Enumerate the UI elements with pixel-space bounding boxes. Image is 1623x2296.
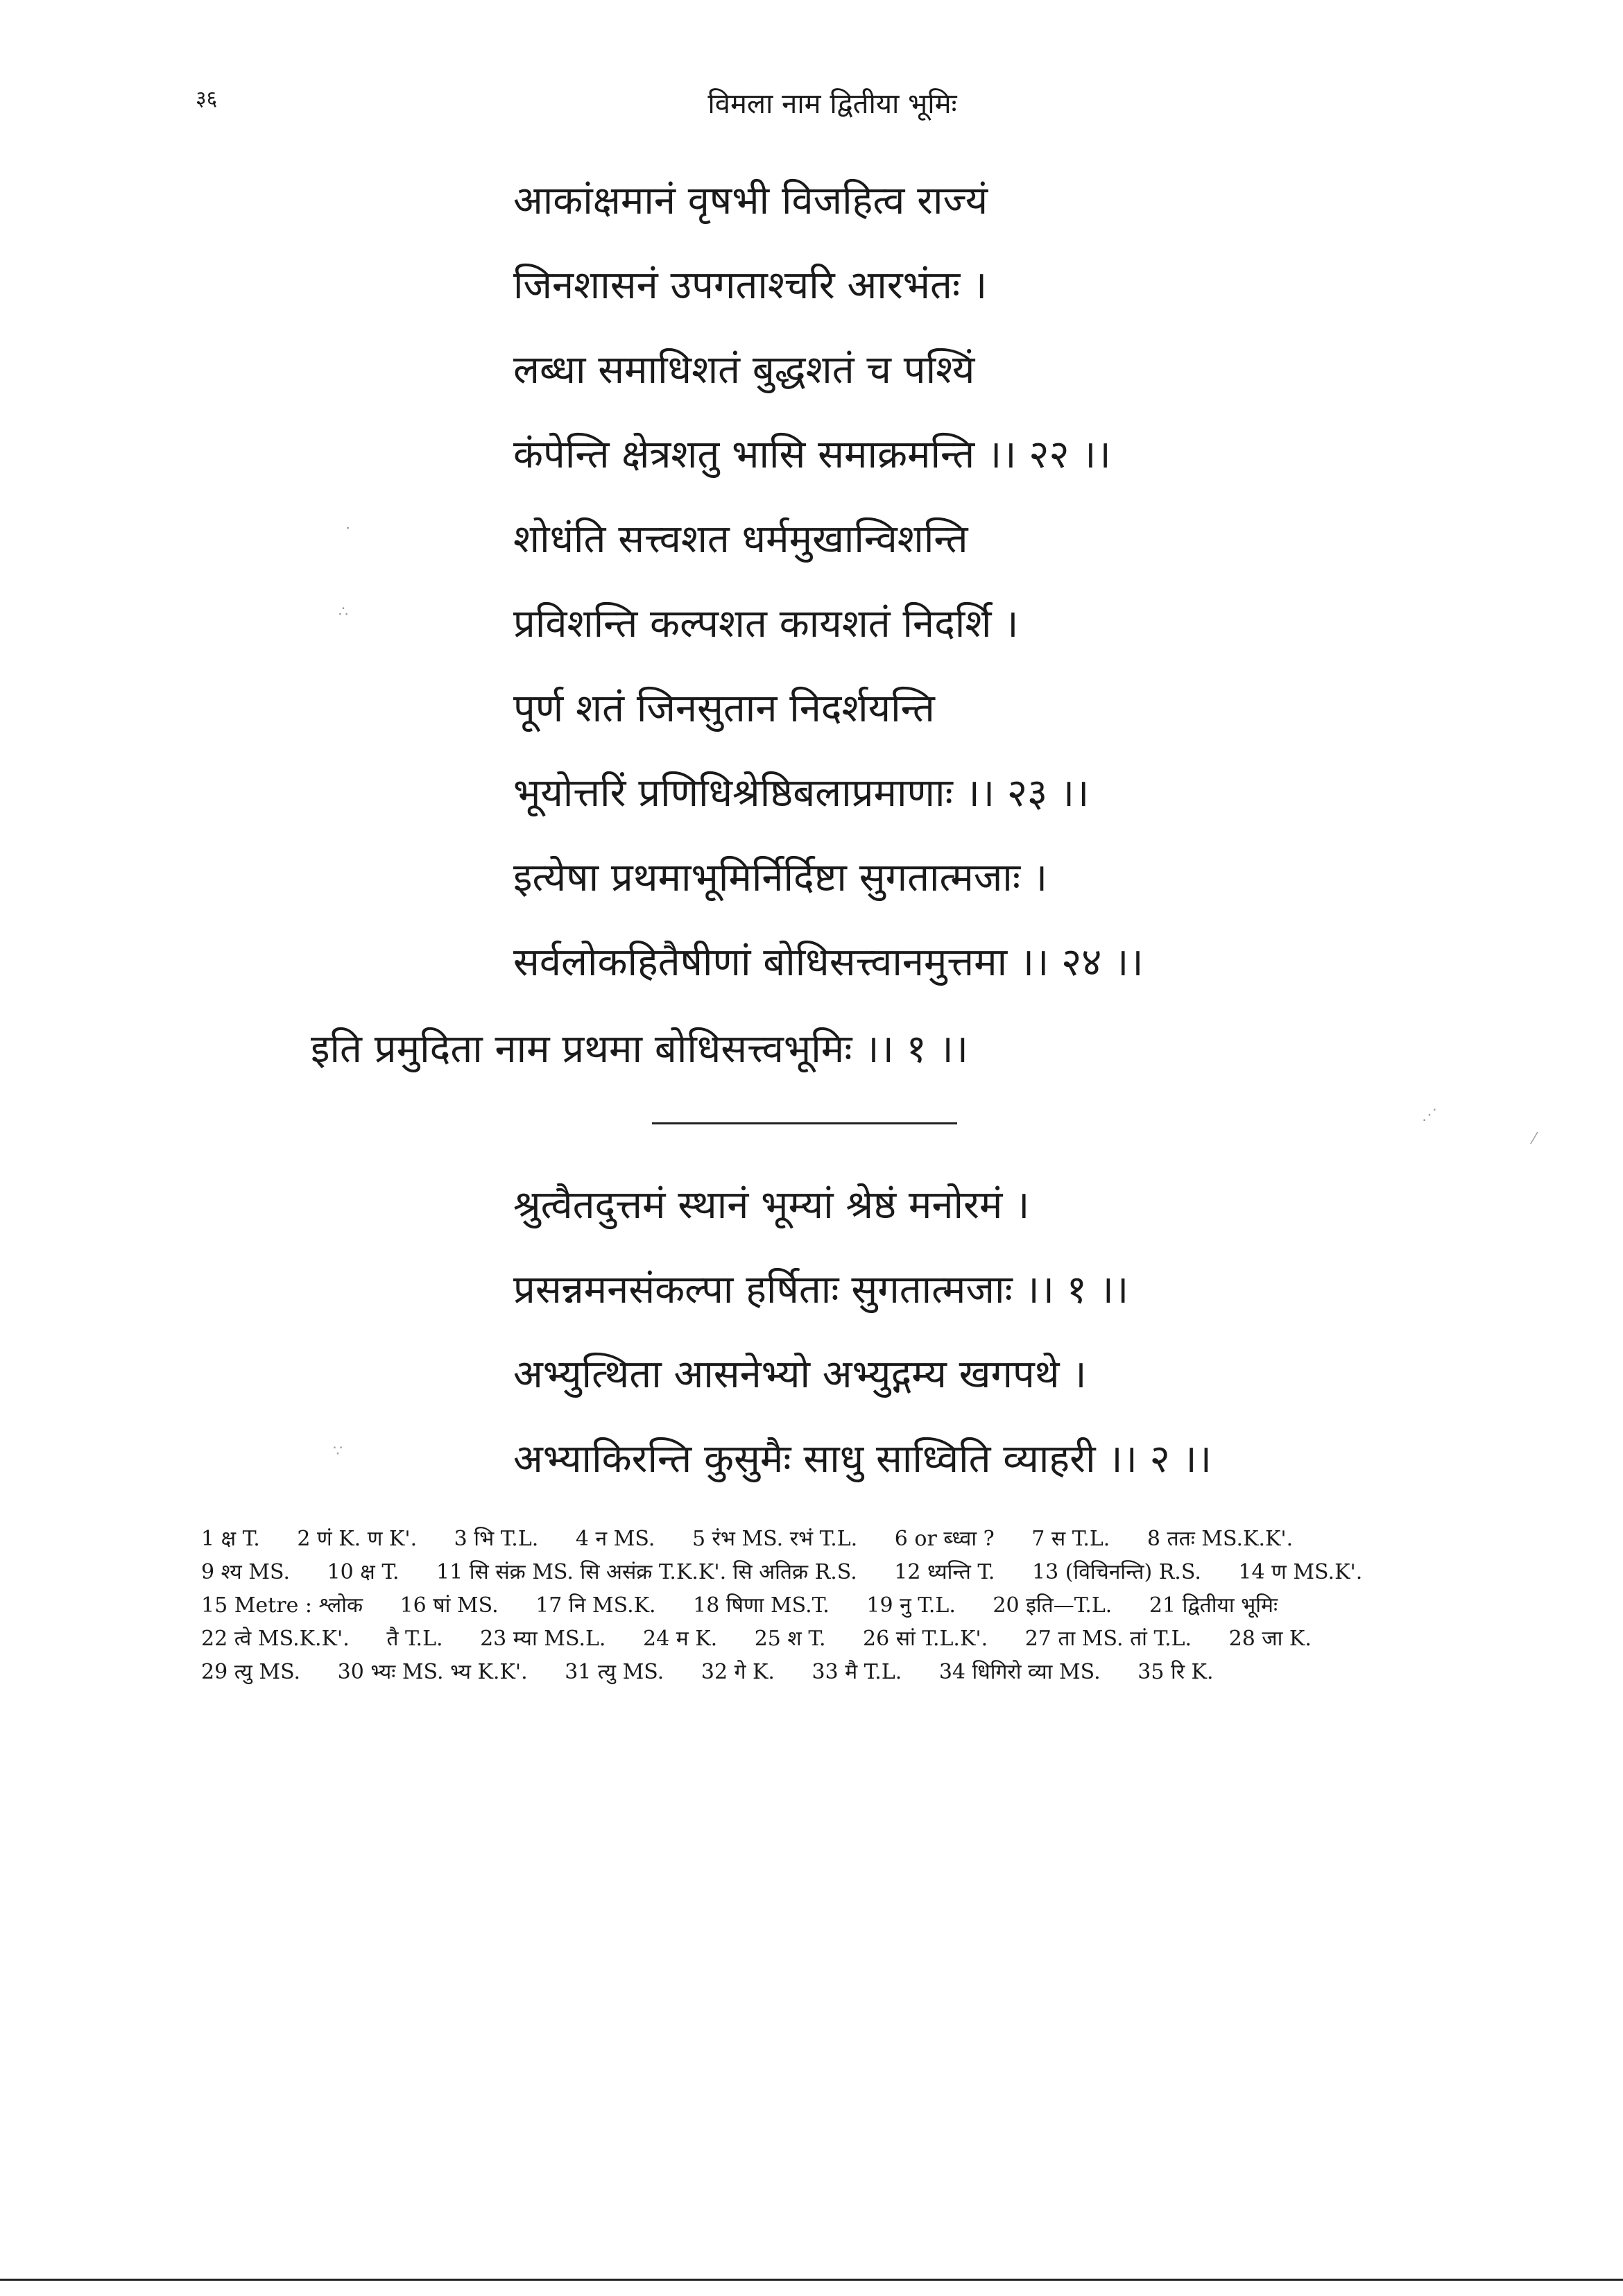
verse-line: सर्वलोकहितैषीणां बोधिसत्त्वानमुत्तमा ।। २४ ।। bbox=[513, 940, 1144, 985]
scan-speck: ⁄ bbox=[1533, 1131, 1536, 1148]
page-number: ३६ bbox=[196, 87, 218, 111]
footnotes bbox=[201, 1523, 1401, 1689]
verse-line: भूयोत्तरिं प्रणिधिश्रेष्ठिबलाप्रमाणाः ।। २३ ।। bbox=[513, 771, 1090, 816]
footnote: 19 नु T.L. bbox=[866, 1593, 956, 1618]
verse-line: कंपेन्ति क्षेत्रशतु भासि समाक्रमन्ति ।। २२ ।। bbox=[513, 432, 1111, 477]
scan-speck: ∴ bbox=[338, 603, 348, 621]
verse-block-2 bbox=[513, 1183, 1212, 1525]
footnote: 17 नि MS.K. bbox=[535, 1593, 656, 1618]
verse-line: शोधंति सत्त्वशत धर्ममुखान्विशन्ति bbox=[513, 517, 968, 562]
footnote: 28 जा K. bbox=[1228, 1627, 1312, 1651]
footnote: 15 Metre : श्लोक bbox=[201, 1593, 363, 1618]
verse-line: प्रविशन्ति कल्पशत कायशतं निदर्शि । bbox=[513, 601, 1019, 646]
scan-speck: ⋰ bbox=[1422, 1106, 1437, 1124]
footnote: 6 or ब्ध्वा ? bbox=[894, 1527, 995, 1551]
footnote: 23 म्या MS.L. bbox=[480, 1627, 606, 1651]
footnote: 10 क्ष T. bbox=[327, 1560, 400, 1584]
footnote: 8 ततः MS.K.K'. bbox=[1147, 1527, 1294, 1551]
verse-line: जिनशासनं उपगताश्चरि आरभंतः । bbox=[513, 263, 988, 308]
footnote: 25 श T. bbox=[754, 1627, 826, 1651]
footnote: 9 श्य MS. bbox=[201, 1560, 291, 1584]
footnote: 18 षिणा MS.T. bbox=[693, 1593, 830, 1618]
footnote: 31 त्यु MS. bbox=[565, 1660, 664, 1684]
verse-line: श्रुत्वैतदुत्तमं स्थानं भूम्यां श्रेष्ठं मनोरमं । bbox=[513, 1183, 1030, 1228]
footnote: 5 रंभ MS. रभं T.L. bbox=[692, 1527, 858, 1551]
footnote: तै T.L. bbox=[386, 1627, 443, 1651]
footnote: 29 त्यु MS. bbox=[201, 1660, 301, 1684]
verse-line: आकांक्षमानं वृषभी विजहित्व राज्यं bbox=[513, 178, 988, 223]
footnote: 4 न MS. bbox=[575, 1527, 655, 1551]
footnote: 20 इति—T.L. bbox=[993, 1593, 1113, 1618]
footnote: 32 गे K. bbox=[701, 1660, 775, 1684]
verse-line: लब्धा समाधिशतं बुद्धशतं च पश्यिं bbox=[513, 348, 975, 393]
verse-line: अभ्याकिरन्ति कुसुमैः साधु साध्विति व्याहरी ।। २ ।। bbox=[513, 1437, 1212, 1482]
footnote: 11 सि संक्र MS. सि असंक्र T.K.K'. सि अतिक्र R.S. bbox=[436, 1560, 857, 1584]
verse-line: प्रसन्नमनसंकल्पा हर्षिताः सुगतात्मजाः ।। १ ।। bbox=[513, 1267, 1129, 1312]
footnote: 22 त्वे MS.K.K'. bbox=[201, 1627, 350, 1651]
footnote: 14 ण MS.K'. bbox=[1238, 1560, 1363, 1584]
footnote: 12 ध्यन्ति T. bbox=[894, 1560, 995, 1584]
chapter-colophon: इति प्रमुदिता नाम प्रथमा बोधिसत्त्वभूमिः ।। १ ।। bbox=[311, 1027, 968, 1072]
footnote: 2 णं K. ण K'. bbox=[297, 1527, 418, 1551]
footnote: 24 म K. bbox=[643, 1627, 718, 1651]
footnote: 1 क्ष T. bbox=[201, 1527, 260, 1551]
footnote: 13 (विचिनन्ति) R.S. bbox=[1032, 1560, 1201, 1584]
verse-line: अभ्युत्थिता आसनेभ्यो अभ्युद्गम्य खगपथे । bbox=[513, 1352, 1087, 1397]
scan-speck: · bbox=[345, 520, 350, 538]
footnote: 21 द्वितीया भूमिः bbox=[1149, 1593, 1278, 1618]
footnote: 26 सां T.L.K'. bbox=[863, 1627, 988, 1651]
bottom-rule bbox=[0, 2279, 1623, 2281]
footnote: 16 षां MS. bbox=[400, 1593, 499, 1618]
verse-line: पूर्ण शतं जिनसुतान निदर्शयन्ति bbox=[513, 686, 935, 731]
footnote: 30 भ्यः MS. भ्य K.K'. bbox=[337, 1660, 528, 1684]
footnote: 3 भि T.L. bbox=[454, 1527, 539, 1551]
verse-line: इत्येषा प्रथमाभूमिर्निर्दिष्टा सुगतात्मजाः । bbox=[513, 855, 1048, 900]
footnote: 27 ता MS. तां T.L. bbox=[1024, 1627, 1192, 1651]
footnote: 35 रि K. bbox=[1137, 1660, 1214, 1684]
verse-block-1 bbox=[513, 178, 1144, 1028]
footnote: 33 मै T.L. bbox=[812, 1660, 902, 1684]
scan-speck: ∵ bbox=[333, 1443, 343, 1460]
section-divider bbox=[652, 1122, 957, 1124]
running-head: विमला नाम द्वितीया भूमिः bbox=[707, 88, 957, 120]
footnote: 34 धिगिरो व्या MS. bbox=[938, 1660, 1101, 1684]
footnote: 7 स T.L. bbox=[1031, 1527, 1110, 1551]
